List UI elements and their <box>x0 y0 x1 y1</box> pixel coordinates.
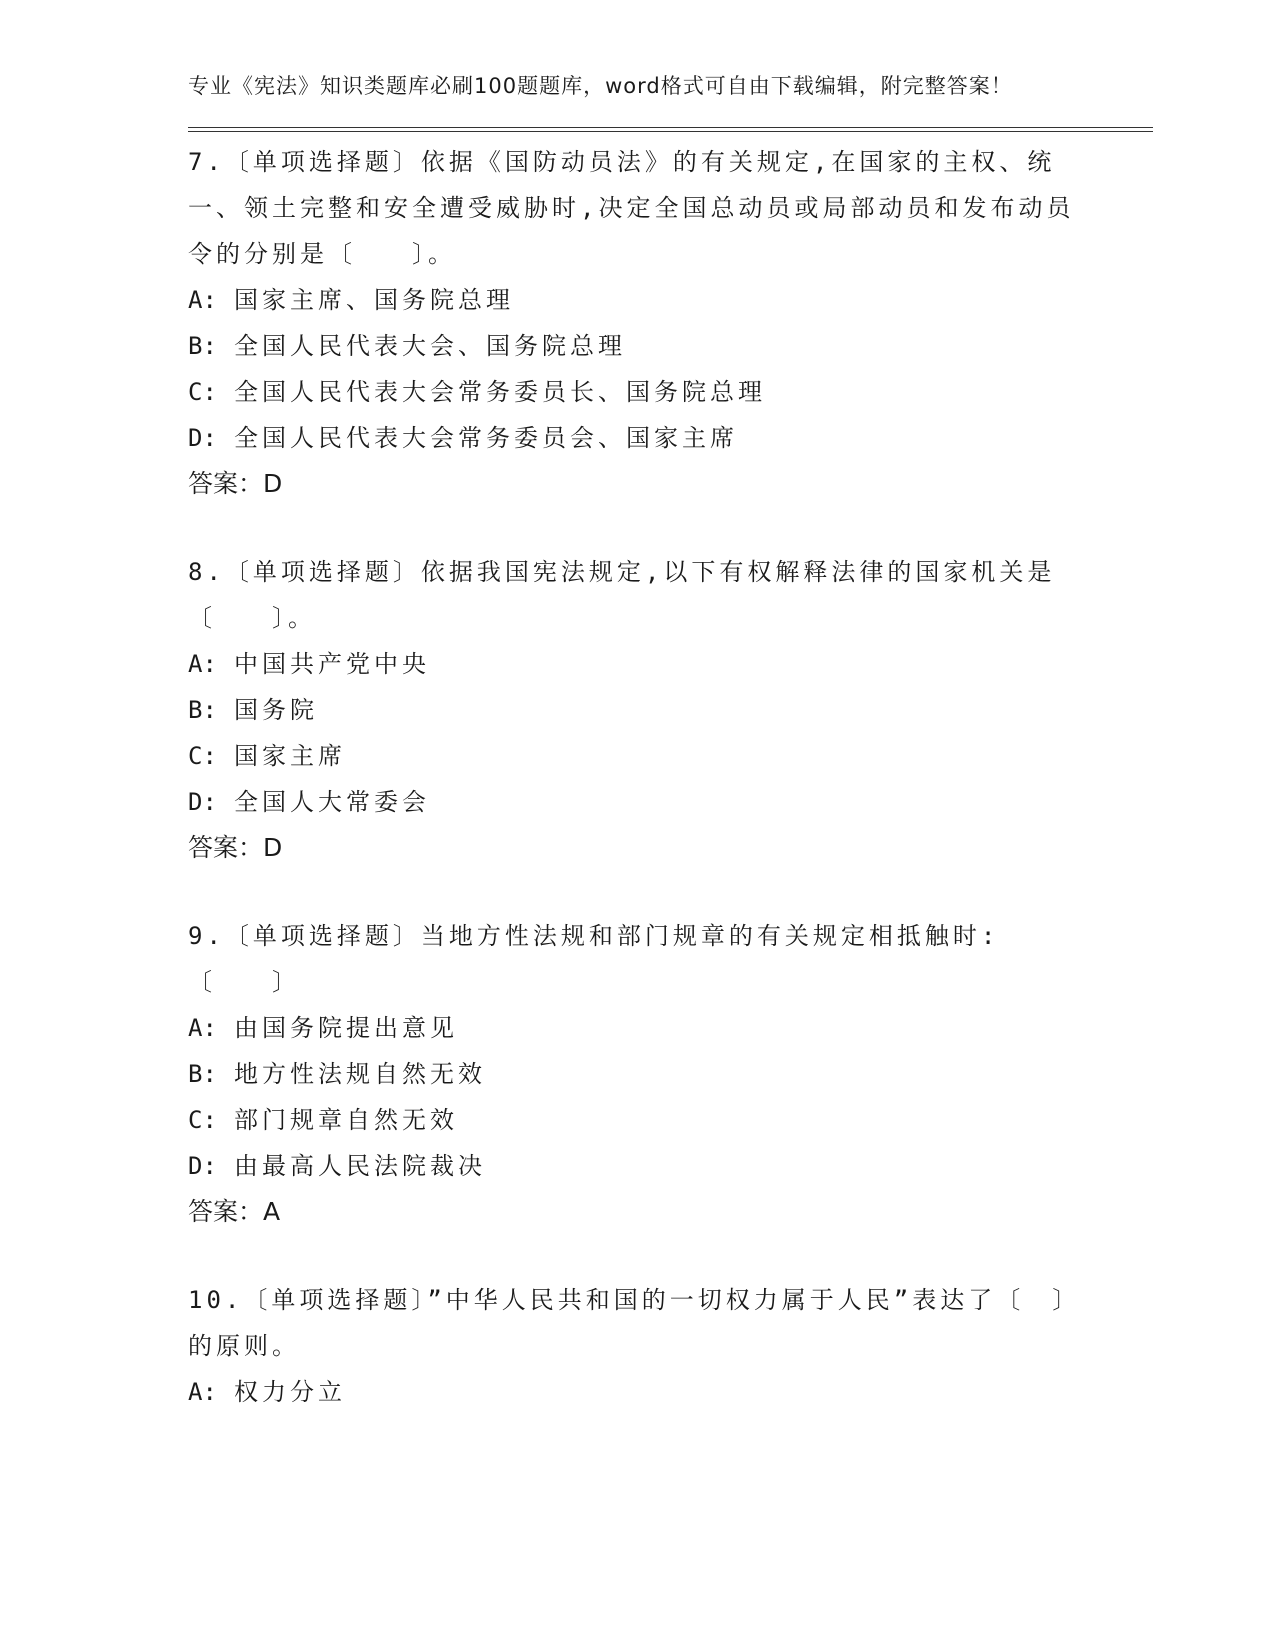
option-text: 由最高人民法院裁决 <box>234 1152 486 1180</box>
option-letter: A: <box>188 1378 217 1406</box>
question-10 <box>188 1277 1153 1415</box>
option-letter: D: <box>188 788 217 816</box>
option-letter: C: <box>188 378 217 406</box>
option-text: 全国人民代表大会、国务院总理 <box>234 332 626 360</box>
option-a <box>188 1005 1153 1051</box>
option-c <box>188 1097 1153 1143</box>
question-spacer <box>188 871 1153 913</box>
option-text: 国务院 <box>234 696 318 724</box>
question-stem: 10.〔单项选择题〕”中华人民共和国的一切权力属于人民”表达了〔 〕的原则。 <box>188 1286 1081 1360</box>
option-b <box>188 687 1153 733</box>
question-stem: 9.〔单项选择题〕当地方性法规和部门规章的有关规定相抵触时:〔 〕 <box>188 922 1000 996</box>
option-c <box>188 369 1153 415</box>
option-text: 国家主席、国务院总理 <box>234 286 514 314</box>
option-c <box>188 733 1153 779</box>
question-stem: 8.〔单项选择题〕依据我国宪法规定,以下有权解释法律的国家机关是〔 〕。 <box>188 558 1056 632</box>
option-text: 权力分立 <box>234 1378 346 1406</box>
option-letter: D: <box>188 1152 217 1180</box>
question-spacer <box>188 507 1153 549</box>
option-letter: B: <box>188 332 217 360</box>
option-letter: C: <box>188 742 217 770</box>
option-letter: D: <box>188 424 217 452</box>
question-7 <box>188 139 1153 507</box>
document-header: 专业《宪法》知识类题库必刷100题题库，word格式可自由下载编辑，附完整答案！ <box>188 74 1013 98</box>
option-text: 部门规章自然无效 <box>234 1106 458 1134</box>
header-rule-top <box>188 127 1153 128</box>
option-letter: A: <box>188 650 217 678</box>
answer-line: 答案：A <box>188 1197 281 1226</box>
option-a <box>188 277 1153 323</box>
option-d <box>188 415 1153 461</box>
header-rule-bottom <box>188 131 1153 132</box>
option-letter: C: <box>188 1106 217 1134</box>
option-text: 中国共产党中央 <box>234 650 430 678</box>
question-stem: 7.〔单项选择题〕依据《国防动员法》的有关规定,在国家的主权、统一、领土完整和安全遭受威胁时,决定全国总动员或局部动员和发布动员令的分别是〔 〕。 <box>188 148 1075 268</box>
option-text: 地方性法规自然无效 <box>234 1060 486 1088</box>
option-letter: A: <box>188 286 217 314</box>
option-d <box>188 1143 1153 1189</box>
question-8 <box>188 549 1153 871</box>
option-letter: A: <box>188 1014 217 1042</box>
option-a <box>188 1369 1153 1415</box>
option-text: 全国人民代表大会常务委员会、国家主席 <box>234 424 738 452</box>
option-text: 全国人民代表大会常务委员长、国务院总理 <box>234 378 766 406</box>
answer-line: 答案：D <box>188 469 283 498</box>
question-9 <box>188 913 1153 1235</box>
option-text: 国家主席 <box>234 742 346 770</box>
option-b <box>188 323 1153 369</box>
option-letter: B: <box>188 696 217 724</box>
option-a <box>188 641 1153 687</box>
question-spacer <box>188 1235 1153 1277</box>
answer-line: 答案：D <box>188 833 283 862</box>
option-letter: B: <box>188 1060 217 1088</box>
document-page <box>188 70 1153 1415</box>
option-text: 由国务院提出意见 <box>234 1014 458 1042</box>
option-text: 全国人大常委会 <box>234 788 430 816</box>
option-b <box>188 1051 1153 1097</box>
option-d <box>188 779 1153 825</box>
